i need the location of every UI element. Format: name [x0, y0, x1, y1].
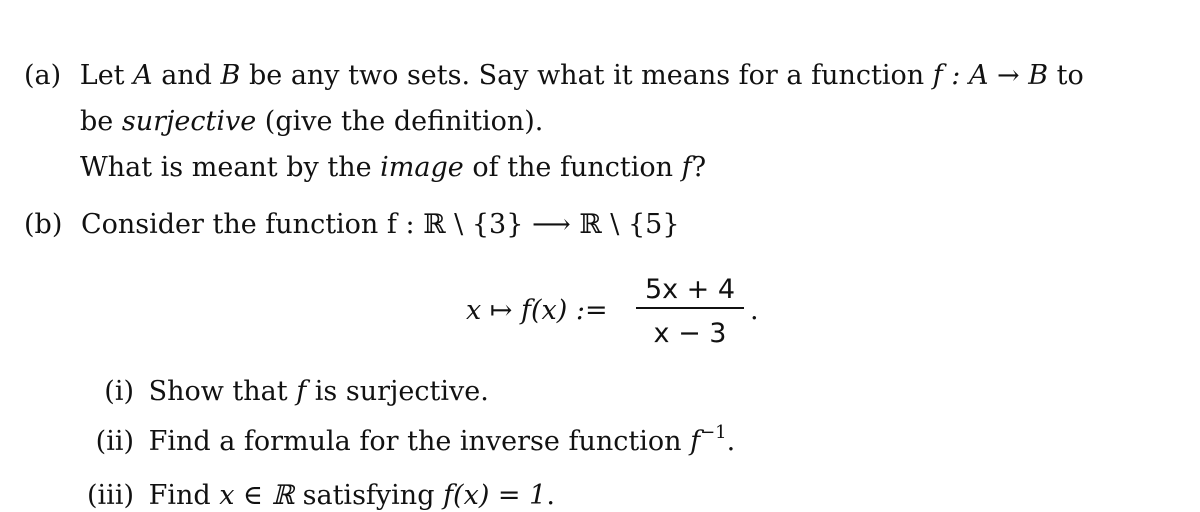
- part-a-text-1-end: to: [1048, 60, 1084, 91]
- part-b-item-i: [86, 378, 489, 405]
- part-b-label: (b): [24, 209, 63, 240]
- item-iii-label: (iii): [87, 480, 134, 511]
- equation-period: .: [750, 295, 759, 326]
- var-a: A: [133, 60, 153, 91]
- part-b-item-ii: [80, 422, 736, 457]
- part-b-line-1: [24, 211, 680, 238]
- fraction-denominator: x − 3: [653, 318, 727, 349]
- part-a-text-2-pre: be: [80, 106, 122, 137]
- item-iii-pre: Find: [148, 480, 220, 511]
- item-iii-mid: satisfying: [294, 480, 444, 511]
- item-ii-post: .: [726, 426, 736, 457]
- part-a-label: (a): [24, 60, 62, 91]
- item-ii-math: f: [690, 426, 701, 457]
- part-a-text-3-mid: of the function: [463, 152, 682, 183]
- var-b: B: [220, 60, 241, 91]
- item-i-label: (i): [104, 376, 134, 407]
- fraction-numerator: 5x + 4: [644, 274, 736, 305]
- item-ii-superscript: −1: [700, 422, 727, 443]
- part-a-text-2-end: (give the definition).: [256, 106, 544, 137]
- function-signature: f : A → B: [932, 60, 1049, 91]
- part-a-line-2: [80, 108, 543, 135]
- equation-fraction: [636, 270, 744, 350]
- item-iii-math: x ∈ ℝ: [219, 480, 295, 511]
- part-a-text-3-pre: What is meant by the: [80, 152, 381, 183]
- part-b-intro: Consider the function: [80, 209, 387, 240]
- item-iii-post: .: [546, 480, 555, 511]
- item-i-post: is surjective.: [306, 376, 489, 407]
- function-declaration: f : ℝ \ {3} ⟶ ℝ \ {5}: [386, 209, 680, 240]
- part-a-text-1-mid: be any two sets. Say what it means for a function: [240, 60, 933, 91]
- part-a-line-3: [80, 154, 706, 181]
- part-a-text-1: Let: [79, 60, 134, 91]
- item-i-math: f: [296, 376, 307, 407]
- item-iii-math2: f(x) = 1: [443, 480, 547, 511]
- term-image: image: [380, 152, 464, 183]
- part-a-and: and: [152, 60, 221, 91]
- part-a-line-1: [24, 62, 1084, 89]
- fraction-bar: [636, 307, 744, 309]
- term-surjective: surjective: [121, 106, 257, 137]
- item-ii-pre: Find a formula for the inverse function: [148, 426, 691, 457]
- part-a-text-3-end: ?: [691, 152, 707, 183]
- part-b-item-iii: [72, 482, 555, 509]
- equation-lhs: x ↦ f(x) :=: [466, 295, 608, 326]
- item-i-pre: Show that: [148, 376, 297, 407]
- var-f: f: [681, 152, 692, 183]
- item-ii-label: (ii): [95, 426, 134, 457]
